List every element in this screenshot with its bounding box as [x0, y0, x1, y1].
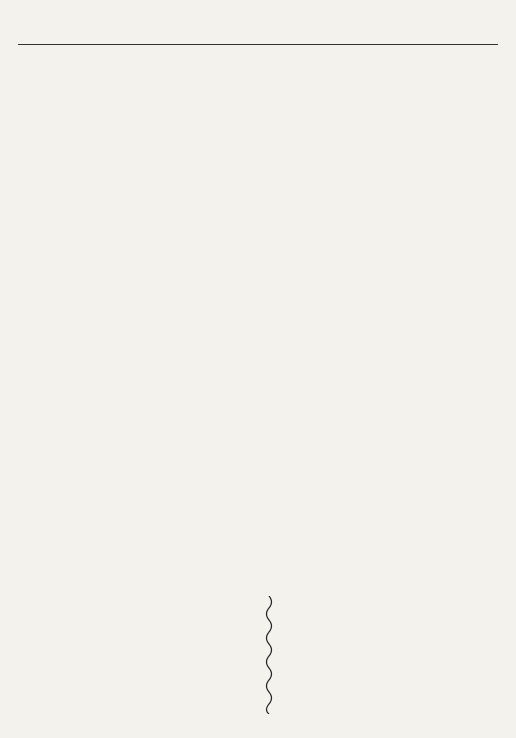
wavy-divider — [262, 596, 276, 714]
lower-text-band — [14, 378, 504, 696]
header-rule — [18, 44, 498, 45]
upper-text-band — [14, 52, 504, 370]
